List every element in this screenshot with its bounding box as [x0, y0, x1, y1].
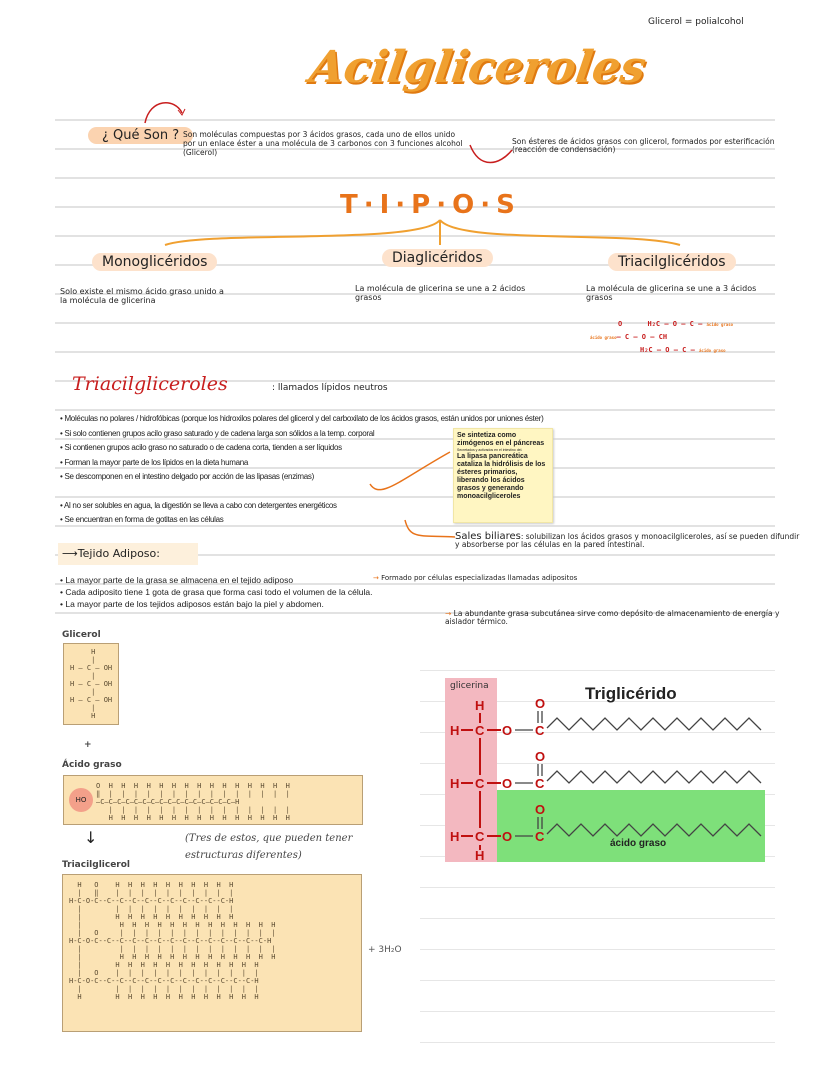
mono-desc: Solo existe el mismo ácido graso unido a la molécula de glicerina: [60, 287, 224, 305]
que-son-side-note: Son ésteres de ácidos grasos con glicerol, formados por esterificación (reacción de condensación): [512, 137, 775, 154]
svg-text:O: O: [535, 749, 546, 764]
page-title: Acilgliceroles: [306, 42, 649, 93]
svg-text:H: H: [450, 723, 460, 738]
que-son-label: ¿ Qué Son ?: [88, 127, 193, 144]
tipos-heading: T·I·P·O·S: [340, 190, 521, 220]
note-small: Secretados y activados en el intestino del.: [457, 448, 523, 452]
svg-text:C: C: [475, 829, 485, 844]
bullet: • Moléculas no polares / hidrofóbicas (porque los hidroxilos polares del glicerol y del carboxilato de los ácidos grasos, están unidos por uniones éster): [60, 414, 544, 423]
tejido-heading: ⟶Tejido Adiposo:: [62, 547, 160, 560]
svg-text:H: H: [450, 776, 460, 791]
glicerol-structure: H | H — C — OH | H — C — OH | H — C — OH | H: [63, 643, 119, 725]
svg-text:O: O: [502, 776, 513, 791]
curved-arrow-icon: [140, 98, 190, 128]
acido-structure: HO O H H H H H H H H H H H H H H H ‖ | | | | | | | | | | | | | | | —C—C—C—C—C—C—C—C—C—C—C—C—C—C—C—C—H | | | | | | | | | | | | | | | H H H H H H H H H H H H H H H: [63, 775, 363, 825]
svg-text:C: C: [535, 776, 545, 791]
ho-group: HO: [69, 788, 93, 812]
curved-arrow-icon: [465, 140, 515, 170]
tejido-note1: → Formado por células especializadas llamadas adipositos: [373, 574, 578, 582]
tri-formula: O H₂C — O — C — ácido graso ácido graso— C — O — CH H₂C — O — C — ácido graso: [590, 320, 734, 354]
note-arrows: [340, 440, 460, 550]
note-body: La lipasa pancreática cataliza la hidrólisis de los ésteres primarios, liberando los ácidos grasos y generando monoacilgliceroles: [457, 453, 546, 500]
acido-label: Ácido graso: [62, 760, 122, 770]
svg-text:C: C: [475, 723, 485, 738]
di-desc: La molécula de glicerina se une a 2 ácidos grasos: [355, 284, 526, 302]
corner-note: Glicerol = polialcohol: [648, 17, 744, 27]
sticky-note: [453, 428, 553, 523]
note-heading: Se sintetiza como zimógenos en el páncreas: [457, 432, 545, 447]
tipo-diagliceridos: Diaglicéridos: [382, 249, 493, 267]
que-son-text: Son moléculas compuestas por 3 ácidos grasos, cada uno de ellos unido por un enlace éster a una molécula de 3 carbonos con 3 funciones alcohol (Glicerol): [183, 130, 463, 157]
bullet: • Al no ser solubles en agua, la digestión se lleva a cabo con detergentes energéticos: [60, 500, 337, 510]
down-arrow-icon: ↓: [84, 828, 98, 847]
svg-text:O: O: [535, 696, 546, 711]
bullet: • La mayor parte de la grasa se almacena en el tejido adiposo: [60, 575, 294, 585]
reaction-note: (Tres de estos, que pueden tener estructuras diferentes): [185, 833, 353, 861]
tipo-triacilgliceridos: Triacilglicéridos: [608, 253, 736, 271]
svg-text:O: O: [535, 802, 546, 817]
triacilglicerol-label: Triacilglicerol: [62, 860, 131, 870]
bullet: • La mayor parte de los tejidos adiposos están bajo la piel y abdomen.: [60, 599, 324, 609]
bullet: • Si contienen grupos acilo graso no saturado o de cadena corta, tienden a ser líquidos: [60, 443, 342, 452]
bullet: • Se descomponen en el intestino delgado por acción de las lipasas (enzimas): [60, 472, 314, 481]
water-product: + 3H₂O: [368, 945, 402, 955]
glicerina-label: glicerina: [450, 681, 489, 691]
svg-text:C: C: [535, 723, 545, 738]
bullet: • Cada adiposito tiene 1 gota de grasa que forma casi todo el volumen de la célula.: [60, 587, 373, 597]
glicerol-label: Glicerol: [62, 630, 101, 640]
triacil-heading: Triacilgliceroles: [72, 373, 228, 395]
tejido-bullets: [60, 574, 373, 610]
plus-sign: +: [84, 740, 92, 750]
svg-text:H: H: [475, 848, 485, 863]
sales-biliares: Sales biliares: solubilizan los ácidos grasos y monoacilgliceroles, así se pueden difundir y absorberse por las células en la pared intestinal.: [455, 531, 800, 549]
svg-text:H: H: [475, 698, 485, 713]
bullet: • Si solo contienen grupos acilo graso saturado y de cadena larga son sólidos a la temp. corporal: [60, 428, 375, 438]
svg-text:O: O: [502, 723, 513, 738]
triacil-subtitle: : llamados lípidos neutros: [272, 383, 388, 393]
tejido-note2: → La abundante grasa subcutánea sirve como depósito de almacenamiento de energía y aislador térmico.: [445, 609, 780, 626]
svg-text:O: O: [502, 829, 513, 844]
svg-text:H: H: [450, 829, 460, 844]
trigliceride-title: Triglicérido: [585, 684, 677, 703]
triacilglicerol-structure: H O H H H H H H H H H H | ‖ | | | | | | | | | | H-C-O-C--C--C--C--C--C--C--C--C--C--C-H | | | | | | | | | | | | H H H H H H H H H H | H H H H H H H H H H H H H | O | | | | | | | | | | | | | H-C-O-C--C--C--C--C--C--C--C--C--C--C--C--C--C-H | | | | | | | | | | | | | | | H H H H H H H H H H H H H | H H H H H H H H H H H H | O | | | | | | | | | | | | H-C-O-C--C--C--C--C--C--C--C--C--C--C--C--C-H | | | | | | | | | | | | | H H H H H H H H H H H H H: [62, 874, 362, 1032]
trigliceride-structure: [445, 678, 770, 868]
tipo-monogliceridos: Monoglicéridos: [92, 253, 217, 271]
bullet: • Forman la mayor parte de los lípidos en la dieta humana: [60, 457, 249, 467]
tri-desc: La molécula de glicerina se une a 3 ácidos grasos: [586, 284, 757, 302]
svg-text:C: C: [535, 829, 545, 844]
svg-text:C: C: [475, 776, 485, 791]
acido-graso-label: ácido graso: [610, 838, 667, 849]
bullet: • Se encuentran en forma de gotitas en las células: [60, 515, 224, 524]
